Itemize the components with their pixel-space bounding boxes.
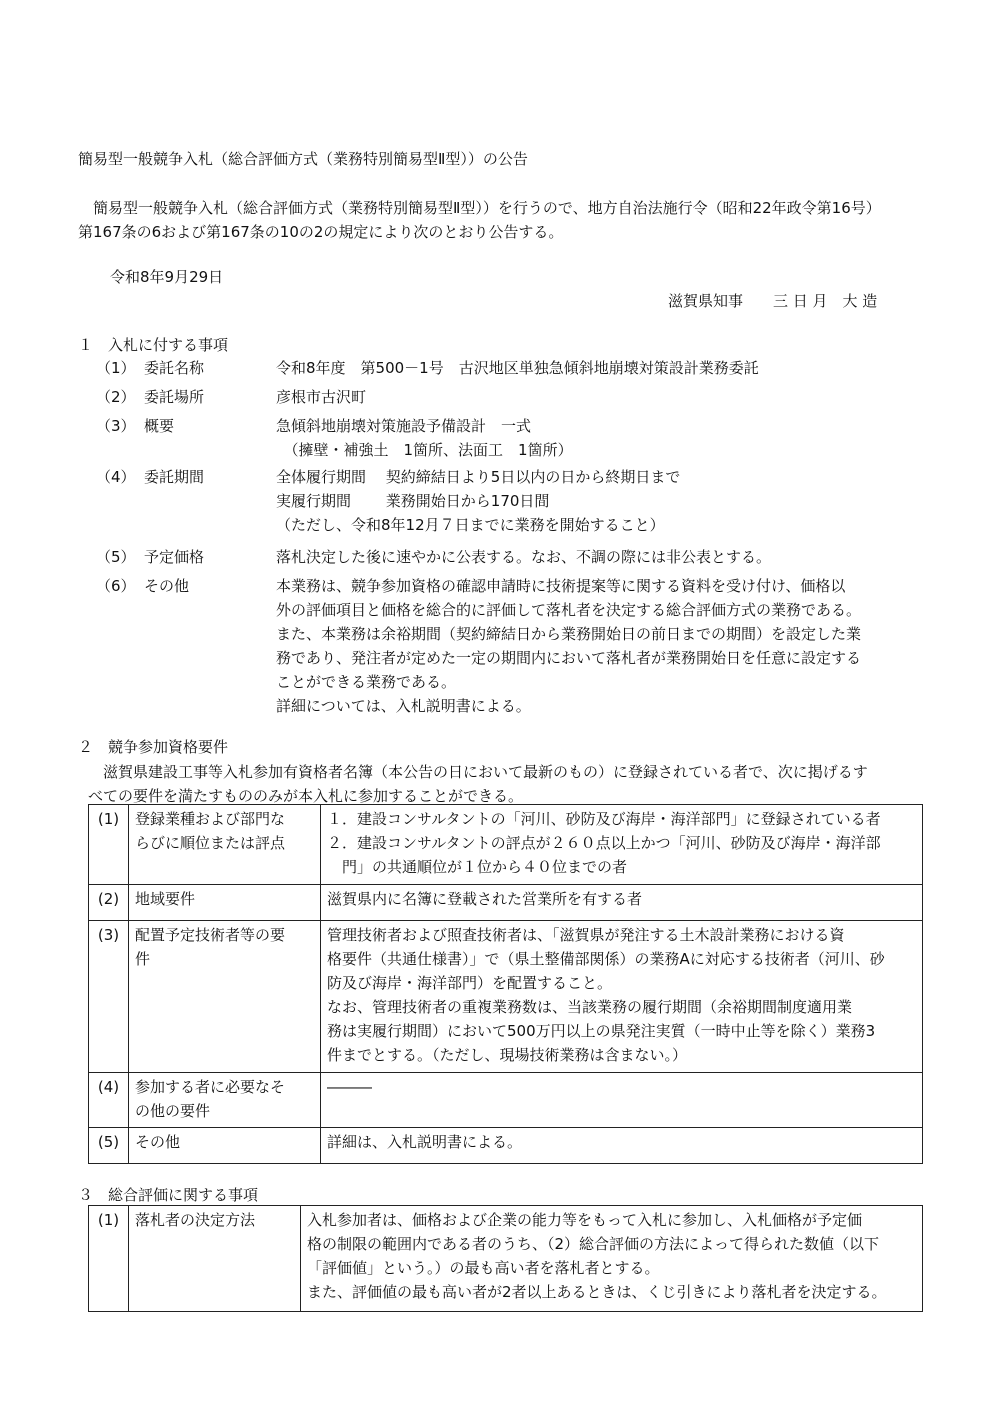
s1-item-1-label: 委託名称 [144, 359, 205, 377]
row-content [321, 1073, 923, 1128]
row-number: (4) [89, 1073, 129, 1128]
content-line: 「評価値」という。）の最も高い者を落札者とする。 [307, 1259, 660, 1277]
value-line: 落札決定した後に速やかに公表する。なお、不調の際には非公表とする。 [276, 548, 772, 566]
row-label [129, 1206, 301, 1312]
row-label [129, 805, 321, 885]
row-label [129, 885, 321, 921]
table-row [89, 885, 923, 921]
qualification-table [88, 804, 923, 1164]
s1-item-6-value [276, 574, 861, 718]
row-label [129, 1073, 321, 1128]
content-line: 門」の共通順位が１位から４０位までの者 [327, 858, 628, 876]
s1-item-5-label: 予定価格 [144, 548, 205, 566]
content-line: 防及び海岸・海洋部門）を配置すること。 [327, 974, 613, 992]
row-number: (3) [89, 921, 129, 1073]
intro-line: 滋賀県建設工事等入札参加有資格者名簿（本公告の日において最新のもの）に登録されている者で、次に掲げるす [88, 763, 868, 781]
s1-item-1-value [276, 356, 759, 380]
section2-heading: ２ 競争参加資格要件 [78, 738, 229, 756]
content-line: 務は実履行期間）において500万円以上の県発注実質（一時中止等を除く）業務3 [327, 1022, 876, 1040]
row-number: (5) [89, 1128, 129, 1164]
row-label [129, 1128, 321, 1164]
row-label [129, 921, 321, 1073]
content-line: 管理技術者および照査技術者は、「滋賀県が発注する土木設計業務における資 [327, 926, 845, 944]
document-title: 簡易型一般競争入札（総合評価方式（業務特別簡易型Ⅱ型））の公告 [78, 150, 528, 168]
value-line: 詳細については、入札説明書による。 [276, 697, 531, 715]
label-line: その他 [135, 1133, 181, 1151]
section2-intro [88, 760, 868, 808]
s1-item-2-value [276, 385, 366, 409]
label-line: の他の要件 [135, 1102, 211, 1120]
intro-paragraph [78, 196, 881, 244]
row-content [321, 885, 923, 921]
value-line: 全体履行期間 契約締結日より5日以内の日から終期日まで [276, 468, 681, 486]
issuer-name: 滋賀県知事 三 日 月 大 造 [668, 292, 878, 310]
s1-item-3-label: 概要 [144, 417, 175, 435]
label-line: 地域要件 [135, 890, 196, 908]
row-content [321, 921, 923, 1073]
content-line: ――― [327, 1078, 372, 1096]
notice-date: 令和8年9月29日 [110, 268, 224, 286]
label-line: 件 [135, 950, 151, 968]
content-line: 格の制限の範囲内である者のうち、（2）総合評価の方法によって得られた数値（以下 [307, 1235, 880, 1253]
value-line: 彦根市古沢町 [276, 388, 367, 406]
s1-item-5-value [276, 545, 771, 569]
table-row [89, 1073, 923, 1128]
table-row [89, 805, 923, 885]
content-line: また、評価値の最も高い者が2者以上あるときは、くじ引きにより落札者を決定する。 [307, 1283, 887, 1301]
content-line: なお、管理技術者の重複業務数は、当該業務の履行期間（余裕期間制度適用業 [327, 998, 853, 1016]
row-number: (1) [89, 1206, 129, 1312]
evaluation-table [88, 1205, 923, 1312]
table-row [89, 921, 923, 1073]
content-line: 件までとする。（ただし、現場技術業務は含まない。） [327, 1046, 688, 1064]
intro-line: 第167条の6および第167条の10の2の規定により次のとおり公告する。 [78, 223, 564, 241]
s1-item-4-num: （4） [96, 468, 136, 486]
s1-item-4-label: 委託期間 [144, 468, 205, 486]
s1-item-3-value [276, 414, 573, 462]
section1-heading: １ 入札に付する事項 [78, 336, 229, 354]
s1-item-2-num: （2） [96, 388, 136, 406]
value-line: 実履行期間 業務開始日から170日間 [276, 492, 550, 510]
s1-item-6-num: （6） [96, 577, 136, 595]
s1-item-6-label: その他 [144, 577, 190, 595]
content-line: 入札参加者は、価格および企業の能力等をもって入札に参加し、入札価格が予定価 [307, 1211, 863, 1229]
row-number: (2) [89, 885, 129, 921]
table-row [89, 1206, 923, 1312]
value-line: （ただし、令和8年12月７日までに業務を開始すること） [276, 516, 665, 534]
value-line: 本業務は、競争参加資格の確認申請時に技術提案等に関する資料を受け付け、価格以 [276, 577, 846, 595]
table-row [89, 1128, 923, 1164]
s1-item-5-num: （5） [96, 548, 136, 566]
s1-item-3-num: （3） [96, 417, 136, 435]
s1-item-4-value [276, 465, 680, 537]
content-line: 詳細は、入札説明書による。 [327, 1133, 523, 1151]
content-line: ２．建設コンサルタントの評点が２６０点以上かつ「河川、砂防及び海岸・海洋部 [327, 834, 881, 852]
value-line: （擁壁・補強土 1箇所、法面工 1箇所） [276, 441, 573, 459]
row-content [321, 805, 923, 885]
value-line: 令和8年度 第500－1号 古沢地区単独急傾斜地崩壊対策設計業務委託 [276, 359, 759, 377]
s1-item-2-label: 委託場所 [144, 388, 205, 406]
label-line: 配置予定技術者等の要 [135, 926, 286, 944]
row-content [301, 1206, 923, 1312]
label-line: らびに順位または評点 [135, 834, 286, 852]
value-line: 務であり、発注者が定めた一定の期間内において落札者が業務開始日を任意に設定する [276, 649, 862, 667]
intro-line: べての要件を満たすもののみが本入札に参加することができる。 [88, 787, 524, 805]
label-line: 参加する者に必要なそ [135, 1078, 286, 1096]
content-line: 格要件（共通仕様書）」で（県土整備部関係）の業務Aに対応する技術者（河川、砂 [327, 950, 885, 968]
s1-item-1-num: （1） [96, 359, 136, 377]
value-line: 急傾斜地崩壊対策施設予備設計 一式 [276, 417, 532, 435]
section3-heading: ３ 総合評価に関する事項 [78, 1186, 259, 1204]
row-content [321, 1128, 923, 1164]
value-line: ことができる業務である。 [276, 673, 457, 691]
label-line: 登録業種および部門な [135, 810, 286, 828]
row-number: (1) [89, 805, 129, 885]
content-line: 滋賀県内に名簿に登載された営業所を有する者 [327, 890, 643, 908]
content-line: １．建設コンサルタントの「河川、砂防及び海岸・海洋部門」に登録されている者 [327, 810, 881, 828]
value-line: また、本業務は余裕期間（契約締結日から業務開始日の前日までの期間）を設定した業 [276, 625, 862, 643]
intro-line: 簡易型一般競争入札（総合評価方式（業務特別簡易型Ⅱ型））を行うので、地方自治法施行令（昭和22年政令第16号） [78, 199, 881, 217]
value-line: 外の評価項目と価格を総合的に評価して落札者を決定する総合評価方式の業務である。 [276, 601, 862, 619]
label-line: 落札者の決定方法 [135, 1211, 256, 1229]
